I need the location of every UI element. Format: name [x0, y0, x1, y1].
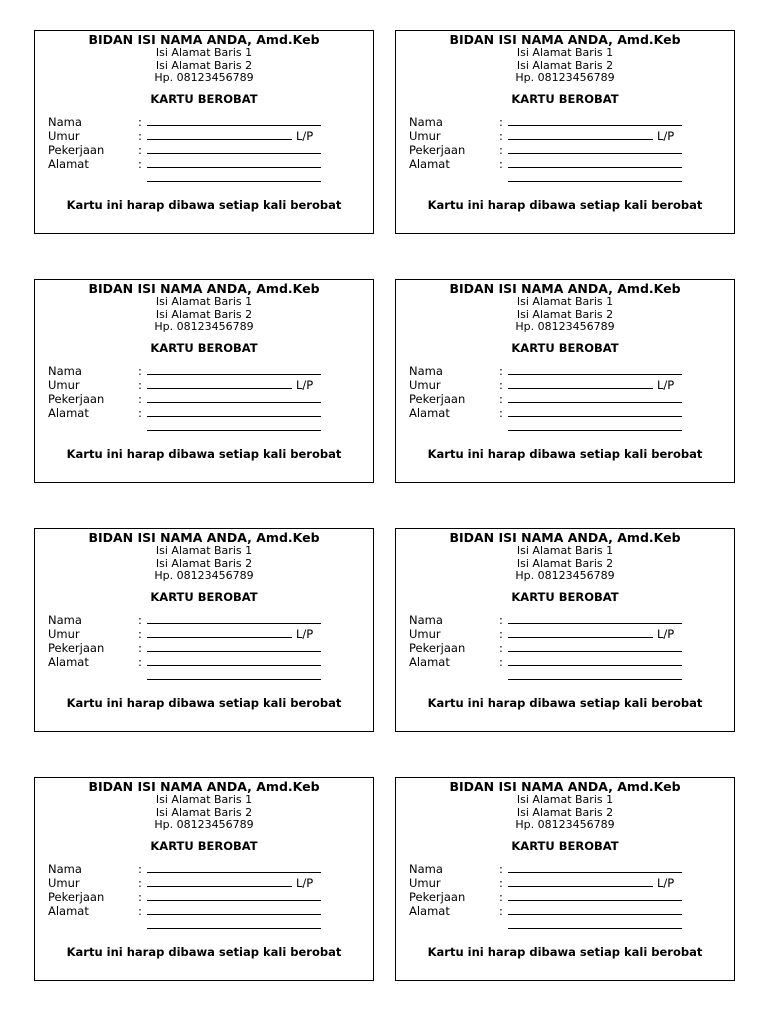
field-label: Umur [409, 377, 441, 392]
field-colon: : [138, 903, 142, 918]
phone-number: Hp. 08123456789 [154, 71, 254, 84]
fill-line [508, 679, 682, 680]
card-title: BIDAN ISI NAMA ANDA, Amd.Keb [88, 32, 320, 47]
field-label: Pekerjaan [48, 640, 105, 655]
card-title: BIDAN ISI NAMA ANDA, Amd.Keb [88, 530, 320, 545]
field-colon: : [499, 640, 503, 655]
card-heading: KARTU BEROBAT [511, 340, 619, 355]
fill-line [508, 886, 653, 887]
field-colon: : [499, 377, 503, 392]
phone-number: Hp. 08123456789 [515, 569, 615, 582]
field-colon: : [138, 363, 142, 378]
fill-line [147, 679, 321, 680]
field-pekerjaan [396, 890, 734, 904]
fill-line [508, 665, 682, 666]
field-label: Umur [48, 626, 80, 641]
field-colon: : [499, 861, 503, 876]
field-umur [35, 627, 373, 641]
fill-line [508, 139, 653, 140]
form-fields [396, 115, 734, 185]
field-alamat-continued [35, 171, 373, 185]
phone-number: Hp. 08123456789 [154, 320, 254, 333]
fill-line [508, 181, 682, 182]
field-colon: : [138, 405, 142, 420]
address-line-2: Isi Alamat Baris 2 [155, 307, 253, 321]
field-alamat-continued [396, 420, 734, 434]
field-alamat-continued [35, 918, 373, 932]
fill-line [508, 388, 653, 389]
field-umur [396, 129, 734, 143]
card-footer: Kartu ini harap dibawa setiap kali berobat [66, 446, 342, 461]
field-alamat [396, 157, 734, 171]
field-label: Nama [48, 363, 82, 378]
address-line-2: Isi Alamat Baris 2 [155, 556, 253, 570]
field-label: Alamat [48, 405, 89, 420]
phone-number: Hp. 08123456789 [515, 320, 615, 333]
medical-card [395, 30, 735, 234]
gender-option: L/P [657, 128, 675, 143]
address-line-2: Isi Alamat Baris 2 [516, 307, 614, 321]
field-colon: : [499, 889, 503, 904]
fill-line [147, 886, 292, 887]
field-colon: : [499, 114, 503, 129]
field-nama [35, 613, 373, 627]
address-line-2: Isi Alamat Baris 2 [516, 805, 614, 819]
fill-line [147, 374, 321, 375]
field-alamat [35, 904, 373, 918]
fill-line [508, 623, 682, 624]
field-label: Alamat [409, 405, 450, 420]
card-footer: Kartu ini harap dibawa setiap kali berobat [427, 944, 703, 959]
field-nama [396, 364, 734, 378]
field-colon: : [138, 889, 142, 904]
field-nama [396, 115, 734, 129]
fill-line [147, 416, 321, 417]
medical-card [34, 777, 374, 981]
field-label: Pekerjaan [409, 889, 466, 904]
phone-number: Hp. 08123456789 [154, 818, 254, 831]
field-label: Umur [48, 875, 80, 890]
form-fields [35, 613, 373, 683]
field-colon: : [499, 363, 503, 378]
medical-card [395, 279, 735, 483]
form-fields [35, 862, 373, 932]
field-label: Umur [409, 875, 441, 890]
fill-line [508, 125, 682, 126]
field-colon: : [138, 861, 142, 876]
medical-card [395, 777, 735, 981]
field-colon: : [499, 903, 503, 918]
field-label: Pekerjaan [409, 391, 466, 406]
gender-option: L/P [657, 875, 675, 890]
address-line-1: Isi Alamat Baris 1 [155, 46, 253, 59]
field-colon: : [138, 612, 142, 627]
field-colon: : [138, 128, 142, 143]
card-footer: Kartu ini harap dibawa setiap kali berobat [66, 944, 342, 959]
fill-line [147, 402, 321, 403]
card-heading: KARTU BEROBAT [150, 589, 258, 604]
card-title: BIDAN ISI NAMA ANDA, Amd.Keb [449, 530, 681, 545]
field-label: Nama [48, 612, 82, 627]
field-pekerjaan [396, 392, 734, 406]
fill-line [147, 928, 321, 929]
field-colon: : [138, 654, 142, 669]
card-heading: KARTU BEROBAT [150, 838, 258, 853]
field-alamat-continued [396, 918, 734, 932]
fill-line [147, 900, 321, 901]
field-colon: : [138, 377, 142, 392]
field-colon: : [499, 142, 503, 157]
field-pekerjaan [35, 392, 373, 406]
form-fields [396, 364, 734, 434]
address-line-2: Isi Alamat Baris 2 [516, 556, 614, 570]
field-colon: : [499, 626, 503, 641]
fill-line [147, 665, 321, 666]
field-umur [396, 378, 734, 392]
form-fields [396, 862, 734, 932]
fill-line [147, 125, 321, 126]
form-fields [35, 115, 373, 185]
medical-card [34, 30, 374, 234]
fill-line [508, 914, 682, 915]
field-colon: : [499, 128, 503, 143]
field-label: Umur [48, 128, 80, 143]
field-label: Umur [409, 626, 441, 641]
field-label: Nama [409, 612, 443, 627]
field-label: Umur [48, 377, 80, 392]
field-label: Alamat [409, 654, 450, 669]
field-colon: : [499, 391, 503, 406]
fill-line [508, 900, 682, 901]
field-label: Pekerjaan [48, 391, 105, 406]
fill-line [508, 374, 682, 375]
field-label: Alamat [48, 903, 89, 918]
field-colon: : [499, 654, 503, 669]
fill-line [508, 153, 682, 154]
field-nama [35, 115, 373, 129]
address-line-2: Isi Alamat Baris 2 [155, 805, 253, 819]
field-colon: : [499, 875, 503, 890]
fill-line [508, 872, 682, 873]
field-label: Pekerjaan [409, 640, 466, 655]
medical-card [34, 528, 374, 732]
field-alamat [396, 904, 734, 918]
gender-option: L/P [657, 377, 675, 392]
address-line-1: Isi Alamat Baris 1 [155, 793, 253, 806]
phone-number: Hp. 08123456789 [515, 71, 615, 84]
fill-line [508, 416, 682, 417]
field-nama [396, 613, 734, 627]
card-heading: KARTU BEROBAT [511, 91, 619, 106]
field-umur [396, 876, 734, 890]
field-alamat-continued [35, 420, 373, 434]
address-line-1: Isi Alamat Baris 1 [516, 793, 614, 806]
field-label: Pekerjaan [48, 142, 105, 157]
address-line-1: Isi Alamat Baris 1 [516, 544, 614, 557]
form-fields [35, 364, 373, 434]
gender-option: L/P [657, 626, 675, 641]
fill-line [147, 388, 292, 389]
field-nama [35, 862, 373, 876]
address-line-2: Isi Alamat Baris 2 [155, 58, 253, 72]
gender-option: L/P [296, 128, 314, 143]
card-title: BIDAN ISI NAMA ANDA, Amd.Keb [449, 281, 681, 296]
fill-line [147, 167, 321, 168]
field-pekerjaan [35, 143, 373, 157]
field-pekerjaan [396, 641, 734, 655]
card-footer: Kartu ini harap dibawa setiap kali berobat [427, 446, 703, 461]
field-label: Alamat [409, 156, 450, 171]
card-title: BIDAN ISI NAMA ANDA, Amd.Keb [449, 32, 681, 47]
field-colon: : [138, 640, 142, 655]
field-umur [35, 378, 373, 392]
card-heading: KARTU BEROBAT [150, 91, 258, 106]
address-line-1: Isi Alamat Baris 1 [155, 544, 253, 557]
field-label: Alamat [409, 903, 450, 918]
field-colon: : [138, 391, 142, 406]
field-alamat [396, 406, 734, 420]
address-line-2: Isi Alamat Baris 2 [516, 58, 614, 72]
fill-line [147, 430, 321, 431]
field-nama [396, 862, 734, 876]
card-title: BIDAN ISI NAMA ANDA, Amd.Keb [88, 281, 320, 296]
fill-line [147, 637, 292, 638]
card-footer: Kartu ini harap dibawa setiap kali berobat [66, 197, 342, 212]
fill-line [508, 402, 682, 403]
fill-line [508, 167, 682, 168]
field-label: Alamat [48, 654, 89, 669]
field-pekerjaan [35, 641, 373, 655]
field-alamat-continued [35, 669, 373, 683]
card-title: BIDAN ISI NAMA ANDA, Amd.Keb [88, 779, 320, 794]
field-pekerjaan [35, 890, 373, 904]
medical-card [395, 528, 735, 732]
field-umur [396, 627, 734, 641]
address-line-1: Isi Alamat Baris 1 [155, 295, 253, 308]
card-footer: Kartu ini harap dibawa setiap kali berobat [427, 695, 703, 710]
phone-number: Hp. 08123456789 [154, 569, 254, 582]
card-title: BIDAN ISI NAMA ANDA, Amd.Keb [449, 779, 681, 794]
field-umur [35, 876, 373, 890]
fill-line [147, 139, 292, 140]
field-colon: : [499, 156, 503, 171]
address-line-1: Isi Alamat Baris 1 [516, 295, 614, 308]
field-alamat [396, 655, 734, 669]
fill-line [508, 651, 682, 652]
fill-line [147, 153, 321, 154]
fill-line [147, 651, 321, 652]
gender-option: L/P [296, 377, 314, 392]
fill-line [147, 623, 321, 624]
card-footer: Kartu ini harap dibawa setiap kali berobat [427, 197, 703, 212]
field-alamat [35, 406, 373, 420]
field-label: Umur [409, 128, 441, 143]
field-colon: : [499, 405, 503, 420]
fill-line [508, 637, 653, 638]
field-label: Pekerjaan [48, 889, 105, 904]
gender-option: L/P [296, 626, 314, 641]
field-colon: : [138, 875, 142, 890]
field-label: Pekerjaan [409, 142, 466, 157]
form-fields [396, 613, 734, 683]
field-colon: : [138, 142, 142, 157]
field-umur [35, 129, 373, 143]
field-alamat [35, 655, 373, 669]
phone-number: Hp. 08123456789 [515, 818, 615, 831]
field-alamat-continued [396, 669, 734, 683]
field-label: Alamat [48, 156, 89, 171]
field-colon: : [499, 612, 503, 627]
field-alamat-continued [396, 171, 734, 185]
card-footer: Kartu ini harap dibawa setiap kali berobat [66, 695, 342, 710]
fill-line [147, 872, 321, 873]
field-label: Nama [48, 114, 82, 129]
gender-option: L/P [296, 875, 314, 890]
field-label: Nama [409, 363, 443, 378]
field-label: Nama [48, 861, 82, 876]
fill-line [508, 928, 682, 929]
fill-line [147, 914, 321, 915]
field-colon: : [138, 156, 142, 171]
field-alamat [35, 157, 373, 171]
card-heading: KARTU BEROBAT [511, 589, 619, 604]
fill-line [147, 181, 321, 182]
field-label: Nama [409, 861, 443, 876]
field-nama [35, 364, 373, 378]
fill-line [508, 430, 682, 431]
medical-card [34, 279, 374, 483]
card-heading: KARTU BEROBAT [150, 340, 258, 355]
field-pekerjaan [396, 143, 734, 157]
address-line-1: Isi Alamat Baris 1 [516, 46, 614, 59]
field-colon: : [138, 626, 142, 641]
field-label: Nama [409, 114, 443, 129]
field-colon: : [138, 114, 142, 129]
card-heading: KARTU BEROBAT [511, 838, 619, 853]
